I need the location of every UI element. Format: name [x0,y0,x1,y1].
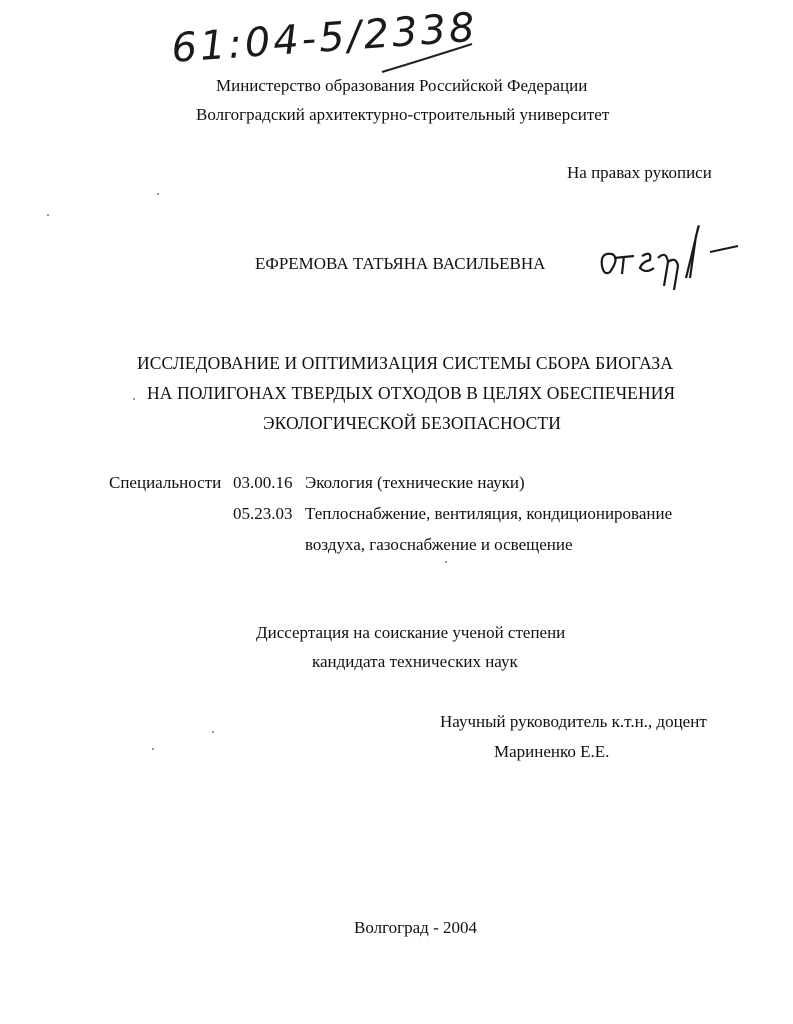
scan-speck [47,214,49,216]
degree-line-1: Диссертация на соискание ученой степени [256,623,566,642]
handwritten-code-underline [372,38,482,78]
scan-speck [157,193,159,195]
handwritten-archive-code: 61:04-5/2338 [170,4,479,72]
specialty-name-1: Экология (технические науки) [305,473,525,492]
scan-speck [152,748,154,750]
specialty-name-2-line-1: Теплоснабжение, вентиляция, кондиционирование [305,504,673,523]
ministry-heading: Министерство образования Российской Федерации [216,76,588,95]
specialty-code-2: 05.23.03 [233,504,293,523]
university-heading: Волгоградский архитектурно-строительный университет [196,105,610,124]
dissertation-title-line-3: ЭКОЛОГИЧЕСКОЙ БЕЗОПАСНОСТИ [263,413,561,433]
specialties-label: Специальности [109,473,222,492]
manuscript-note: На правах рукописи [567,163,712,182]
dissertation-title-line-2: НА ПОЛИГОНАХ ТВЕРДЫХ ОТХОДОВ В ЦЕЛЯХ ОБЕСПЕЧЕНИЯ [147,383,676,403]
city-year: Волгоград - 2004 [354,918,477,937]
degree-line-2: кандидата технических наук [312,652,518,671]
dissertation-title-line-1: ИССЛЕДОВАНИЕ И ОПТИМИЗАЦИЯ СИСТЕМЫ СБОРА БИОГАЗА [137,353,674,373]
scan-speck [212,731,214,733]
scan-speck [133,398,135,400]
supervisor-role: Научный руководитель к.т.н., доцент [440,712,707,731]
author-signature [594,216,744,296]
specialty-code-1: 03.00.16 [233,473,293,492]
supervisor-name: Мариненко Е.Е. [494,742,610,761]
specialty-name-2-line-2: воздуха, газоснабжение и освещение [305,535,573,554]
scan-speck [445,561,447,563]
author-name: ЕФРЕМОВА ТАТЬЯНА ВАСИЛЬЕВНА [255,254,546,273]
